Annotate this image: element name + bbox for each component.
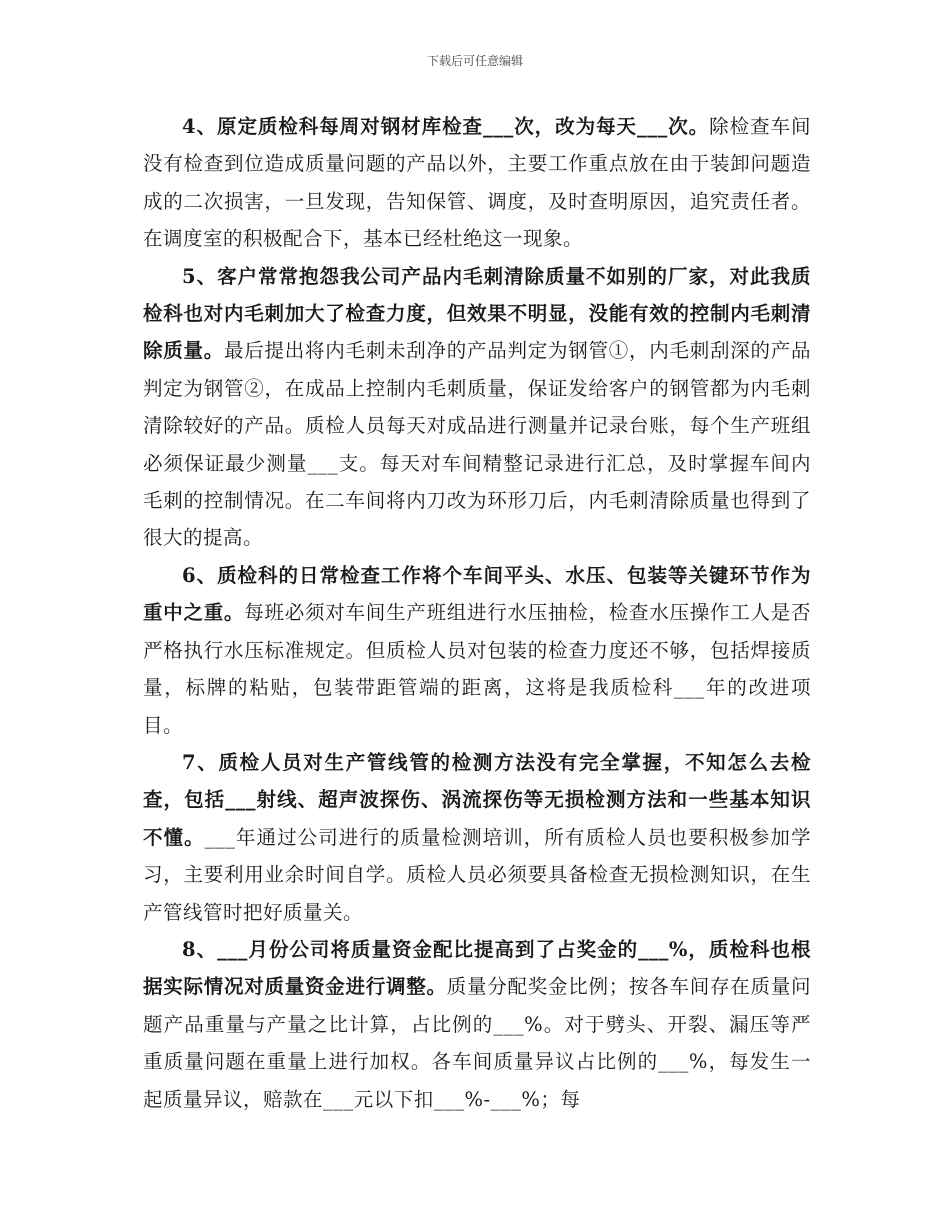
paragraph-6-heading: 6、质检科的日常检查工作将个车间平头、水压、包装等关键环节作为重中之重。 [143, 563, 811, 625]
page-header: 下载后可任意编辑 [426, 54, 523, 68]
paragraph-4 [143, 108, 811, 258]
paragraph-5-text: 最后提出将内毛刺未刮净的产品判定为钢管①，内毛刺刮深的产品判定为钢管②，在成品上控制内毛刺质量，保证发给客户的钢管都为内毛刺清除较好的产品。质检人员每天对成品进行测量并记录台账，每个生产班组必须保证最少测量___支。每天对车间精整记录进行汇总，及时掌握车间内毛刺的控制情况。在二车间将内刀改为环形刀后，内毛刺清除质量也得到了很大的提高。 [143, 339, 811, 550]
paragraph-6 [143, 557, 811, 744]
paragraph-8-heading: 8、___月份公司将质量资金配比提高到了占奖金的___%，质检科也根据实际情况对质量资金进行调整。 [143, 937, 811, 999]
document-body [143, 108, 811, 1118]
paragraph-7-heading: 7、质检人员对生产管线管的检测方法没有完全掌握，不知怎么去检查，包括___射线、超声波探伤、涡流探伤等无损检测方法和一些基本知识不懂。 [143, 750, 811, 849]
paragraph-8-text: 质量分配奖金比例；按各车间存在质量问题产品重量与产量之比计算，占比例的___%。对于劈头、开裂、漏压等严重质量问题在重量上进行加权。各车间质量异议占比例的___%，每发生一起质量异议，赔款在___元以下扣___%-___%；每 [143, 975, 811, 1111]
paragraph-5-heading: 5、客户常常抱怨我公司产品内毛刺清除质量不如别的厂家，对此我质检科也对内毛刺加大了检查力度，但效果不明显，没能有效的控制内毛刺清除质量。 [143, 264, 811, 363]
paragraph-8 [143, 931, 811, 1118]
paragraph-7 [143, 744, 811, 931]
paragraph-4-heading: 4、原定质检科每周对钢材库检查___次，改为每天___次。 [182, 115, 710, 138]
paragraph-5 [143, 258, 811, 557]
paragraph-4-text: 除检查车间没有检查到位造成质量问题的产品以外，主要工作重点放在由于装卸问题造成的二次损害，一旦发现，告知保管、调度，及时查明原因，追究责任者。在调度室的积极配合下，基本已经杜绝这一现象。 [143, 115, 811, 251]
paragraph-7-text: ___年通过公司进行的质量检测培训，所有质检人员也要积极参加学习，主要利用业余时间自学。质检人员必须要具备检查无损检测知识，在生产管线管时把好质量关。 [143, 825, 811, 924]
paragraph-6-text: 每班必须对车间生产班组进行水压抽检，检查水压操作工人是否严格执行水压标准规定。但质检人员对包装的检查力度还不够，包括焊接质量，标牌的粘贴，包装带距管端的距离，这将是我质检科___年的改进项目。 [143, 601, 811, 737]
